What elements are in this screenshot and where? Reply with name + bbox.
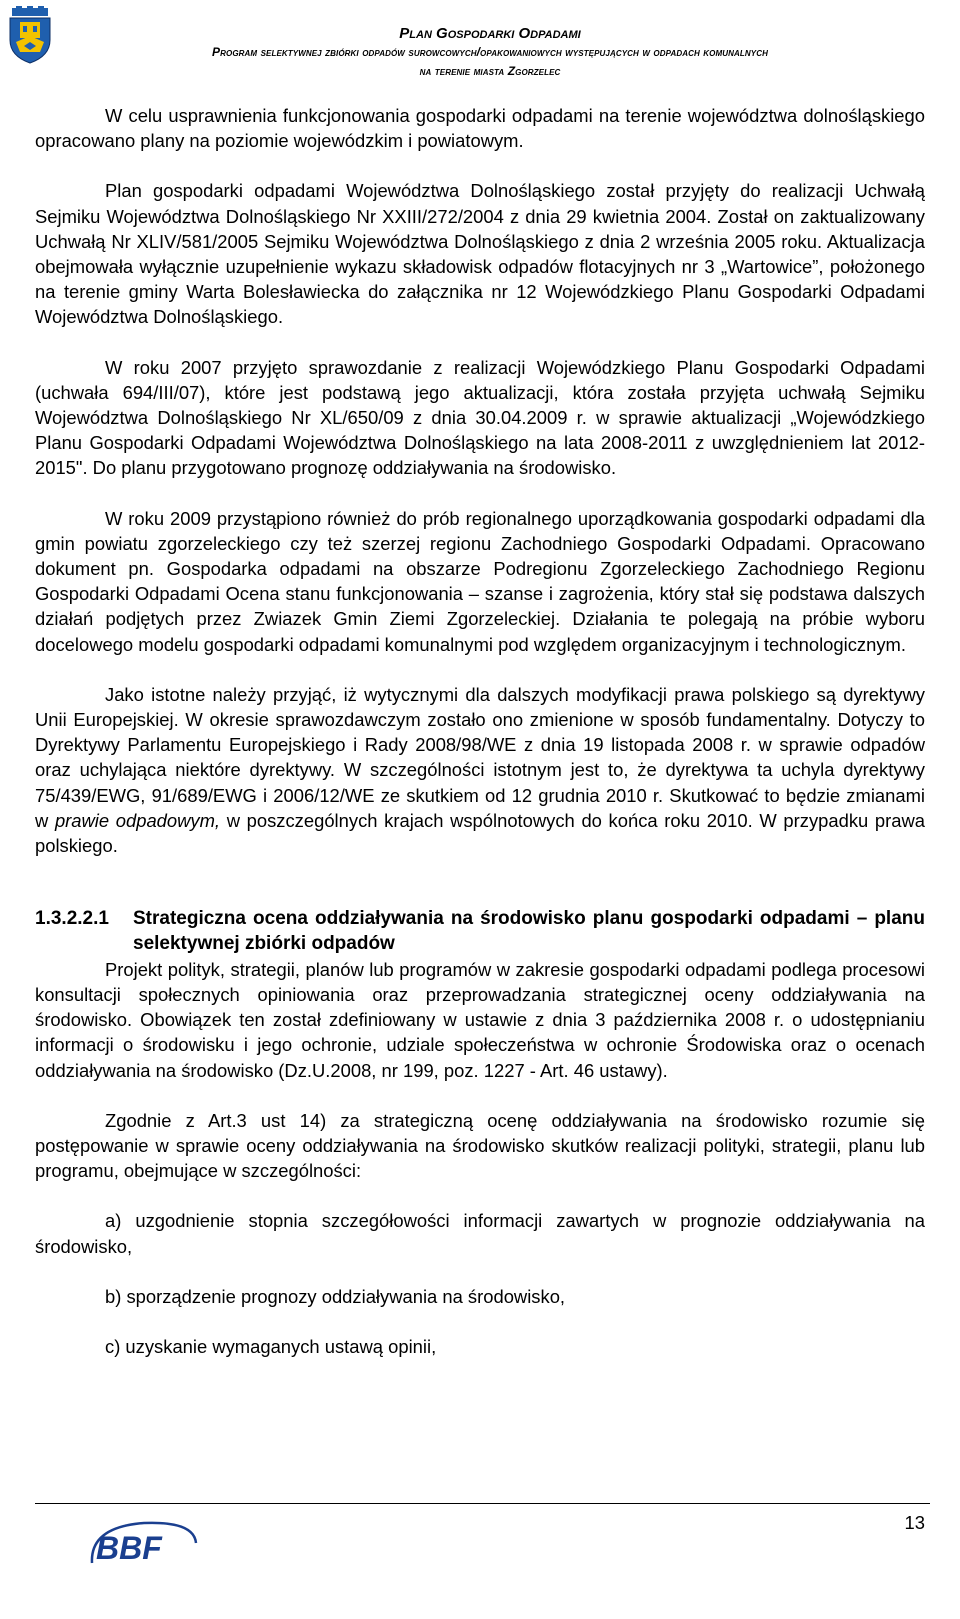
paragraph: Projekt polityk, strategii, planów lub programów w zakresie gospodarki odpadami podlega procesowi konsultacji społecznych opiniowania oraz przeprowadzania strategicznej oceny oddziaływania na środowisko. Obowiązek ten został zdefiniowany w ustawie z dnia 3 października 2008 r. o udostępnianiu informacji o środowisku i jego ochronie, udziale społeczeństwa w ochronie Środowiska oraz o ocenach oddziaływania na środowisko (Dz.U.2008, nr 199, poz. 1227 - Art. 46 ustawy). bbox=[35, 958, 925, 1081]
header-subtitle: Program selektywnej zbiórki odpadów surowcowych/opakowaniowych występujących w odpadach komunalnych bbox=[212, 45, 768, 59]
bbf-logo bbox=[86, 1515, 202, 1571]
italic-phrase: prawie odpadowym, bbox=[54, 809, 221, 831]
header-title: Plan Gospodarki Odpadami bbox=[399, 25, 581, 42]
section-heading bbox=[35, 906, 925, 956]
paragraph: W roku 2007 przyjęto sprawozdanie z realizacji Wojewódzkiego Planu Gospodarki Odpadami (uchwała 694/III/07), które jest podstawą jego aktualizacji, która została przyjęta uchwałą Sejmiku Województwa Dolnośląskiego Nr XL/650/09 z dnia 30.04.2009 r. w sprawie aktualizacji „Wojewódzkiego Planu Gospodarki Odpadami Województwa Dolnośląskiego na lata 2008-2011 z uwzględnieniem lat 2012-2015". Do planu przygotowano prognozę oddziaływania na środowisko. bbox=[35, 356, 925, 479]
section-title: Strategiczna ocena oddziaływania na środowisko planu gospodarki odpadami – planu selektywnej zbiórki odpadów bbox=[133, 908, 925, 955]
paragraph: W celu usprawnienia funkcjonowania gospodarki odpadami na terenie województwa dolnośląskiego opracowano plany na poziomie wojewódzkim i powiatowym. bbox=[35, 105, 925, 152]
document-body bbox=[35, 103, 925, 1384]
section-number: 1.3.2.2.1 bbox=[35, 908, 109, 930]
paragraph: W roku 2009 przystąpiono również do prób regionalnego uporządkowania gospodarki odpadami dla gmin powiatu zgorzeleckiego czy też szerzej regionu Zachodniego Gospodarki Odpadami. Opracowano dokument pn. Gospodarka odpadami na obszarze Podregionu Zgorzeleckiego Zachodniego Regionu Gospodarki Odpadami Ocena stanu funkcjonowania – szanse i zagrożenia, który stał się podstawa dalszych działań podjętych przez Zwiazek Gmin Ziemi Zgorzeleckiej. Działania te polegają na próbie wyboru docelowego modelu gospodarki odpadami komunalnymi pod względem organizacyjnym i technologicznym. bbox=[35, 507, 925, 655]
directive-paragraph: Jako istotne należy przyjąć, iż wytycznymi dla dalszych modyfikacji prawa polskiego są dyrektywy Unii Europejskiej. W okresie sprawozdawczym zostało ono zmienione w sposób fundamentalny. Dotyczy to Dyrektywy Parlamentu Europejskiego i Rady 2008/98/WE z dnia 19 listopada 2008 r. w sprawie odpadów oraz uchylająca niektóre dyrektywy. W szczególności istotnym jest to, że dyrektywa ta uchyla dyrektywy 75/439/EWG, 91/689/EWG i 2006/12/WE ze skutkiem od 12 grudnia 2010 r. Skutkować to będzie zmianami w prawie odpadowym, w poszczególnych krajach wspólnotowych do końca roku 2010. W przypadku prawa polskiego. bbox=[35, 683, 925, 857]
paragraph: Zgodnie z Art.3 ust 14) za strategiczną ocenę oddziaływania na środowisko rozumie się postępowanie w sprawie oceny oddziaływania na środowisko skutków realizacji polityki, strategii, planu lub programu, obejmujące w szczególności: bbox=[35, 1109, 925, 1182]
footer-divider bbox=[35, 1503, 930, 1504]
header-location: na terenie miasta Zgorzelec bbox=[419, 64, 561, 78]
document-header bbox=[40, 24, 940, 81]
list-item: b) sporządzenie prognozy oddziaływania na środowisko, bbox=[105, 1285, 566, 1307]
list-item: c) uzyskanie wymaganych ustawą opinii, bbox=[105, 1335, 437, 1357]
page-number: 13 bbox=[904, 1512, 925, 1533]
list-item: a) uzgodnienie stopnia szczegółowości informacji zawartych w prognozie oddziaływania na środowisko, bbox=[35, 1210, 925, 1257]
paragraph: Plan gospodarki odpadami Województwa Dolnośląskiego został przyjęty do realizacji Uchwałą Sejmiku Województwa Dolnośląskiego Nr XXIII/272/2004 z dnia 29 kwietnia 2004. Został on zaktualizowany Uchwałą Nr XLIV/581/2005 Sejmiku Województwa Dolnośląskiego z dnia 2 września 2005 roku. Aktualizacja obejmowała wyłącznie uzupełnienie wykazu składowisk odpadów flotacyjnych nr 3 „Wartowice”, położonego na terenie gminy Warta Bolesławiecka do załącznika nr 12 Wojewódzkiego Planu Gospodarki Odpadami Województwa Dolnośląskiego. bbox=[35, 180, 925, 328]
bbf-logo-text: BBF bbox=[96, 1530, 162, 1566]
